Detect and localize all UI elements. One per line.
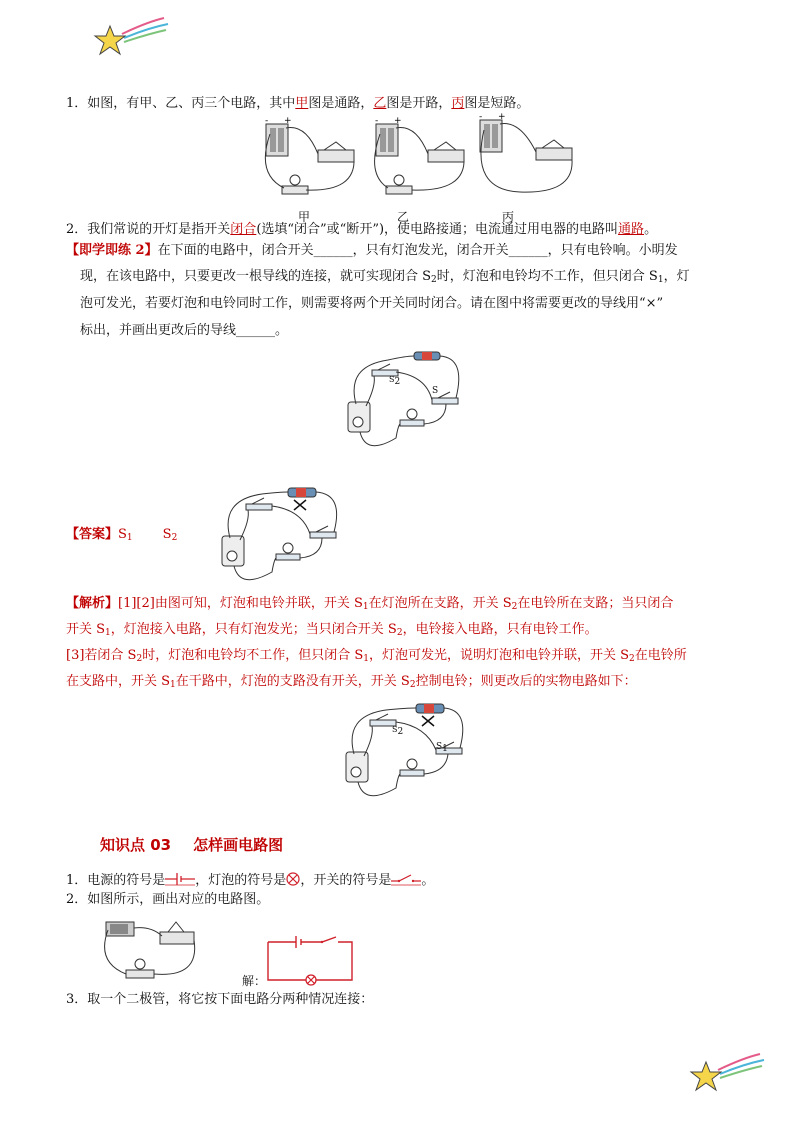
analysis-fig-s2: $S_2$	[392, 725, 404, 737]
svg-text:-: -	[375, 116, 379, 126]
battery-symbol-icon	[165, 872, 195, 886]
lamp-symbol-icon	[286, 872, 300, 886]
practice-fig-s2: $S_2$	[389, 375, 401, 387]
svg-text:-: -	[265, 116, 269, 126]
analysis-circuit-figure	[334, 696, 474, 806]
k1-text: 1．电源的符号是 ，灯泡的符号是 ，开关的符号是 。	[66, 873, 435, 888]
svg-text:+: +	[284, 116, 292, 126]
star-decoration-top	[92, 14, 172, 64]
answer-tag: 【答案】	[66, 527, 119, 542]
q2-text: 2．我们常说的开灯是指开关闭合(选填“闭合”或“断开”)，使电路接通；电流通过用电器的电路叫通路。	[66, 222, 658, 237]
q1-answer-2: 乙	[373, 96, 387, 111]
analysis-line-3: [3]若闭合 $S_2$时，灯泡和电铃均不工作，但只闭合 $S_1$，灯泡可发光，说明灯泡和电铃并联，开关 $S_2$在电铃所	[66, 648, 687, 664]
figure-label-jia: 甲	[298, 210, 311, 224]
q1-text: 1．如图，有甲、乙、丙三个电路，其中甲图是通路，乙图是开路，丙图是短路。	[66, 96, 530, 111]
switch-symbol-icon	[391, 872, 421, 886]
practice-line-2: 现，在该电路中，只要更改一根导线的连接，就可实现闭合 $S_2$时，灯泡和电铃均不工作，但只闭合 $S_1$，灯	[80, 269, 690, 285]
answer-circuit-figure	[210, 480, 350, 590]
circuit-figure-jia	[256, 114, 366, 204]
svg-text:+: +	[498, 112, 506, 122]
practice-line-4: 标出，并画出更改后的导线______。	[80, 323, 289, 338]
q2-answer-1: 闭合	[230, 222, 257, 237]
q2-answer-2: 通路	[618, 222, 645, 237]
analysis-line-4: 在支路中，开关 $S_1$在干路中，灯泡的支路没有开关，开关 $S_2$控制电铃；则更改后的实物电路如下：	[66, 674, 637, 690]
section-number: 知识点 03	[100, 836, 172, 854]
answer-line	[66, 525, 177, 548]
analysis-tag: 【解析】	[66, 596, 119, 611]
analysis-fig-s1: $S_1$	[436, 742, 448, 754]
analysis-line-2: 开关 $S_1$，灯泡接入电路，只有灯泡发光；当只闭合开关 $S_2$，电铃接入电路，只有电铃工作。	[66, 622, 598, 638]
circuit-figure-yi	[366, 114, 476, 204]
k2-real-circuit-figure	[96, 912, 206, 992]
answer-s2: $S_2$	[162, 527, 178, 543]
practice-line-1: 【即学即练 2】在下面的电路中，闭合开关______，只有灯泡发光，闭合开关______，只有电铃响。小明发	[66, 243, 678, 258]
section-heading	[100, 834, 305, 855]
figure-label-bing: 丙	[502, 210, 515, 224]
practice-circuit-figure	[336, 346, 466, 456]
circuit-figure-bing	[470, 110, 580, 200]
svg-text:-: -	[479, 112, 483, 122]
answer-s1: $S_1$	[118, 527, 133, 543]
figure-label-yi: 乙	[397, 210, 410, 224]
q1-answer-1: 甲	[295, 96, 309, 111]
practice-tag: 【即学即练 2】	[66, 243, 158, 258]
q1-answer-3: 丙	[451, 96, 465, 111]
k3-text: 3．取一个二极管，将它按下面电路分两种情况连接：	[66, 992, 374, 1007]
star-decoration-bottom	[688, 1050, 768, 1100]
k2-text: 2．如图所示，画出对应的电路图。	[66, 892, 270, 907]
practice-line-3: 泡可发光，若要灯泡和电铃同时工作，则需要将两个开关同时闭合。请在图中将需要更改的导线用“×”	[80, 296, 664, 311]
section-title: 怎样画电路图	[193, 836, 284, 854]
svg-text:+: +	[394, 116, 402, 126]
k2-schematic-answer	[266, 936, 356, 986]
practice-fig-s: S	[432, 386, 439, 396]
k2-solve-label: 解：	[242, 974, 267, 988]
analysis-line-1: 【解析】[1][2]由图可知，灯泡和电铃并联，开关 $S_1$在灯泡所在支路，开关 $S_2$在电铃所在支路；当只闭合	[66, 596, 674, 612]
